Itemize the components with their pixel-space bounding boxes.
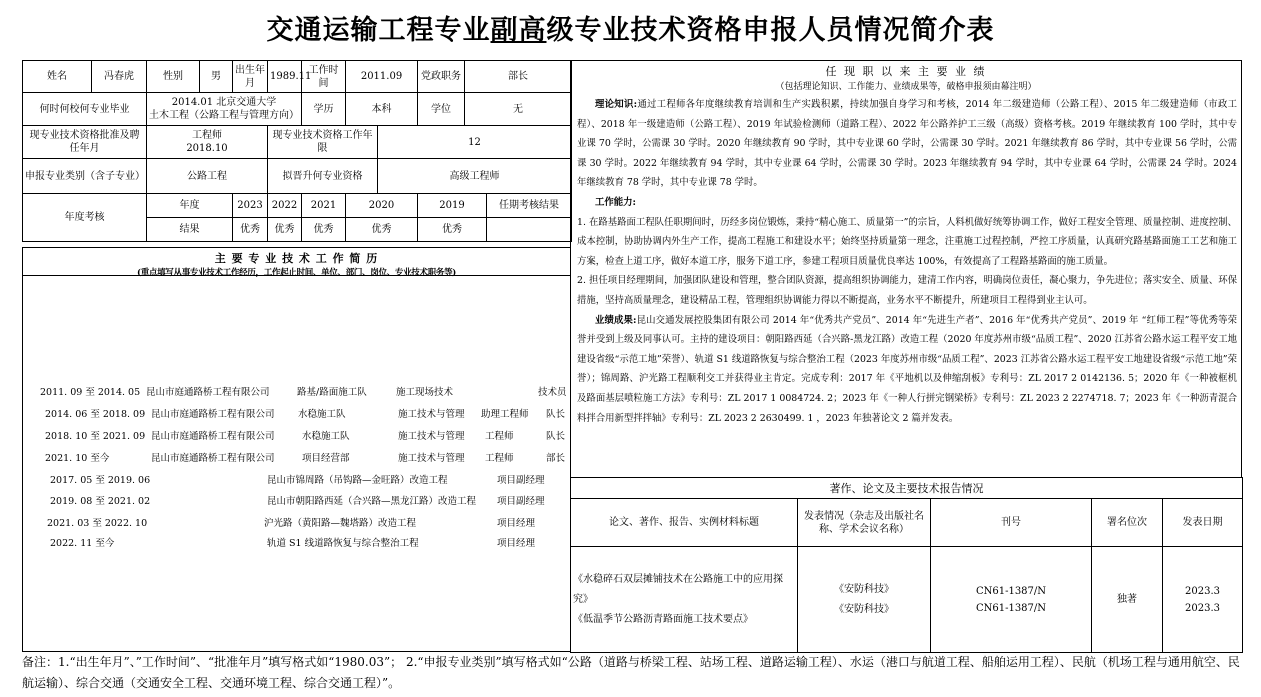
- target-qualification-label: 拟晋升何专业资格: [268, 159, 378, 194]
- education-value: 2014.01 北京交通大学 土木工程（公路工程与管理方向）: [147, 93, 302, 126]
- project-period: 2022. 11 至今: [50, 538, 115, 549]
- papers-col-publication: 发表情况（杂志及出版社名称、学术会议名称）: [798, 499, 931, 547]
- paper-publications: 《安防科技》 《安防科技》: [798, 547, 931, 653]
- history-post: 施工技术与管理: [398, 431, 465, 442]
- assessment-year-label: 年度: [147, 194, 233, 218]
- project-name: 昆山市朝阳路西延（合兴路—黑龙江路）改造工程: [267, 496, 477, 507]
- papers-col-date: 发表日期: [1163, 499, 1243, 547]
- name-value: 冯春虎: [92, 61, 147, 93]
- term-assessment-value: [487, 218, 572, 242]
- history-title-rank: 工程师: [485, 431, 514, 442]
- name-label: 姓名: [23, 61, 92, 93]
- history-post: 施工技术与管理: [398, 409, 465, 420]
- apply-category-value: 公路工程: [147, 159, 268, 194]
- project-name: 轨道 S1 线道路恢复与综合整治工程: [267, 538, 419, 549]
- history-title-rank: 工程师: [485, 453, 514, 464]
- work-time-value: 2011.09: [346, 61, 418, 93]
- ability-paragraph-2: 2. 担任项目经理期间，加强团队建设和管理，整合团队资源，提高组织协调能力，建清工作内容，明确岗位责任，凝心聚力，争先进位；落实安全、质量、环保措施，坚持高质量理念，建设精品工程，管理组织协调能力得以不断提高，业务水平不断提升，所建项目工程得到业主认可。: [577, 275, 1237, 306]
- paper-author-rank: 独著: [1092, 547, 1163, 653]
- history-rank: 部长: [546, 453, 566, 464]
- paper-issn: CN61-1387/N CN61-1387/N: [931, 547, 1092, 653]
- history-post: 施工技术与管理: [398, 453, 465, 464]
- assessment-result: 优秀: [268, 218, 302, 242]
- history-post: 施工现场技术: [396, 387, 454, 398]
- page-title: 交通运输工程专业副高级专业技术资格申报人员情况简介表: [266, 15, 995, 46]
- apply-category-label: 申报专业类别（含子专业）: [23, 159, 147, 194]
- paper-dates: 2023.3 2023.3: [1163, 547, 1243, 653]
- party-value: 部长: [465, 61, 572, 93]
- gender-label: 性别: [147, 61, 200, 93]
- qualification-label: 现专业技术资格批准及聘任年月: [23, 126, 147, 159]
- project-name: 沪光路（黄阳路—魏塔路）改造工程: [264, 518, 417, 529]
- papers-col-title: 论文、著作、报告、实例材料标题: [571, 499, 798, 547]
- history-rank: 队长: [546, 431, 566, 442]
- performance-body: [571, 95, 1241, 428]
- birth-value: 1989.11: [268, 61, 302, 93]
- project-role: 项目经理: [497, 518, 536, 529]
- history-dept: 项目经营部: [302, 453, 350, 464]
- ability-heading: 工作能力:: [595, 196, 636, 208]
- qualification-value: 工程师 2018.10: [147, 126, 268, 159]
- assessment-result-label: 结果: [147, 218, 233, 242]
- degree-value: 本科: [346, 93, 418, 126]
- history-title: 主 要 专 业 技 术 工 作 简 历: [214, 252, 379, 265]
- footnote: 备注：1.“出生年月”、”工作时间”、“批准年月”填写格式如“1980.03”； 2.“申报专业类别”填写格式如“公路（道路与桥梁工程、站场工程、道路运输工程）、水运（港口与航道工程、船舶运用工程）、民航（机场工程与通用航空、民航运输）、综合交通（交通安全工程、交通环境工程、综合交通工程）”。: [22, 655, 1240, 690]
- assessment-year: 2023: [233, 194, 268, 218]
- qualification-years-value: 12: [378, 126, 572, 159]
- gender-value: 男: [200, 61, 233, 93]
- history-period: 2014. 06 至 2018. 09: [45, 409, 146, 420]
- degree-label: 学历: [302, 93, 346, 126]
- assessment-year: 2021: [302, 194, 346, 218]
- performance-title: 任 现 职 以 来 主 要 业 绩: [825, 65, 987, 78]
- history-rank: 队长: [546, 409, 566, 420]
- project-role: 项目副经理: [497, 496, 545, 507]
- paper-titles: 《水稳碎石双层摊铺技术在公路施工中的应用探究》 《低温季节公路沥青路面施工技术要点》: [571, 547, 798, 653]
- assessment-result: 优秀: [233, 218, 268, 242]
- education-label: 何时何校何专业毕业: [23, 93, 147, 126]
- papers-section: [570, 477, 1242, 652]
- history-company: 昆山市庭通路桥工程有限公司: [151, 453, 275, 464]
- papers-title: 著作、论文及主要技术报告情况: [571, 478, 1243, 499]
- papers-col-author-rank: 署名位次: [1092, 499, 1163, 547]
- history-rank: 技术员: [538, 387, 567, 398]
- work-time-label: 工作时间: [302, 61, 346, 93]
- history-period: 2011. 09 至 2014. 05: [40, 387, 141, 398]
- qualification-years-label: 现专业技术资格工作年限: [268, 126, 378, 159]
- assessment-year: 2022: [268, 194, 302, 218]
- history-title-rank: 助理工程师: [481, 409, 529, 420]
- assessment-result: 优秀: [302, 218, 346, 242]
- project-name: 昆山市锦周路（吊钩路—金旺路）改造工程: [267, 475, 448, 486]
- history-company: 昆山市庭通路桥工程有限公司: [151, 409, 275, 420]
- ability-paragraph-1: 1. 在路基路面工程队任职期间时，历经多岗位锻炼，秉持“精心施工、质量第一”的宗旨，人料机做好统筹协调工作，做好工程安全管理、质量控制、进度控制、成本控制，协助协调内外生产工作，提高工程施工和建设水平；始终坚持质量第一理念，注重施工过程控制，严控工序质量，认真研究路基路面施工工艺和施工方案，检查上道工序，做好本道工序，服务下道工序，参建工程项目质量优良率达 100%，有效提高了工程路基路面的施工质量。: [577, 216, 1237, 267]
- history-subtitle: (重点填写从事专业技术工作经历，工作起止时间、单位、部门、岗位、专业技术职务等): [136, 268, 457, 278]
- birth-label: 出生年月: [233, 61, 268, 93]
- project-role: 项目副经理: [497, 475, 545, 486]
- assessment-year: 2020: [346, 194, 418, 218]
- history-company: 昆山市庭通路桥工程有限公司: [146, 387, 270, 398]
- project-period: 2021. 03 至 2022. 10: [47, 518, 148, 529]
- results-paragraph: 业绩成果:昆山交通发展控股集团有限公司 2014 年“优秀共产党员”、2014 年“先进生产者”、2016 年“优秀共产党员”、2019 年 “红师工程”等优秀等荣誉并受到上级及同事认可。主持的建设项目：朝阳路西延（合兴路-黑龙江路）改造工程（2020 年度苏州市级“品质工程”、2020 江苏省公路水运工程平安工地建设省级“示范工地”荣誉）、轨道 S1 线道路恢复与综合整治工程（2023 年度苏州市级“品质工程”、2023 江苏省公路水运工程平安工地建设省级“示范工地”荣誉）；锦周路、沪光路工程顺利交工并获得业主肯定。完成专利：2017 年《平地机以及伸缩刮板》专利号：ZL 2017 2 0142136. 5；2020 年《一种被框机及路面基层喷粒施工方法》专利号：ZL 2017 1 0084724. 2；2023 年《一种人行拼完钢梁桥》专利号：ZL 2023 2 2274718. 7；2023 年《一种沥青混合料拌合用新型拌拌轴》专利号：ZL 2023 2 2630499. 1 ，2023 年独著论文 2 篇并发表。: [577, 314, 1237, 424]
- project-role: 项目经理: [497, 538, 536, 549]
- project-period: 2017. 05 至 2019. 06: [50, 475, 151, 486]
- history-period: 2021. 10 至今: [45, 453, 110, 464]
- performance-section: [570, 60, 1242, 478]
- target-qualification-value: 高级工程师: [378, 159, 572, 194]
- history-dept: 水稳施工队: [298, 409, 346, 420]
- performance-subtitle: （包括理论知识、工作能力、业绩成果等，破格申报须由幕注明）: [775, 82, 1037, 92]
- theory-paragraph: 理论知识:通过工程师各年度继续教育培训和生产实践积累，持续加强自身学习和考核，2014 年二级建造师（公路工程）、2015 年二级建造师（市政工程）、2018 年一级建造师（公路工程）、2019 年试验检测师（道路工程）、2022 年公路养护工三级（高级）资格考核。2019 年继续教育 100 学时，其中专业课 70 学时，公需课 30 学时。2020 年继续教育 90 学时，其中专业课 60 学时，公需课 30 学时。2021 年继续教育 86 学时，其中专业课 56 学时，公需课 30 学时。2022 年继续教育 94 学时，其中专业课 64 学时，公需课 30 学时。2023 年继续教育 94 学时，其中专业课 64 学时，公需课 24 学时。2024 年继续教育 78 学时，其中专业课 78 学时。: [577, 99, 1237, 189]
- assessment-result: 优秀: [346, 218, 418, 242]
- history-period: 2018. 10 至 2021. 09: [45, 431, 146, 442]
- xuewei-label: 学位: [418, 93, 465, 126]
- assessment-result: 优秀: [418, 218, 487, 242]
- xuewei-value: 无: [465, 93, 572, 126]
- assessment-year: 2019: [418, 194, 487, 218]
- term-assessment-label: 任期考核结果: [487, 194, 572, 218]
- assessment-label: 年度考核: [23, 194, 147, 242]
- left-info-table: [22, 60, 571, 278]
- history-company: 昆山市庭通路桥工程有限公司: [151, 431, 275, 442]
- history-dept: 水稳施工队: [302, 431, 350, 442]
- history-dept: 路基/路面施工队: [297, 387, 367, 398]
- project-period: 2019. 08 至 2021. 02: [50, 496, 151, 507]
- party-label: 党政职务: [418, 61, 465, 93]
- papers-col-issn: 刊号: [931, 499, 1092, 547]
